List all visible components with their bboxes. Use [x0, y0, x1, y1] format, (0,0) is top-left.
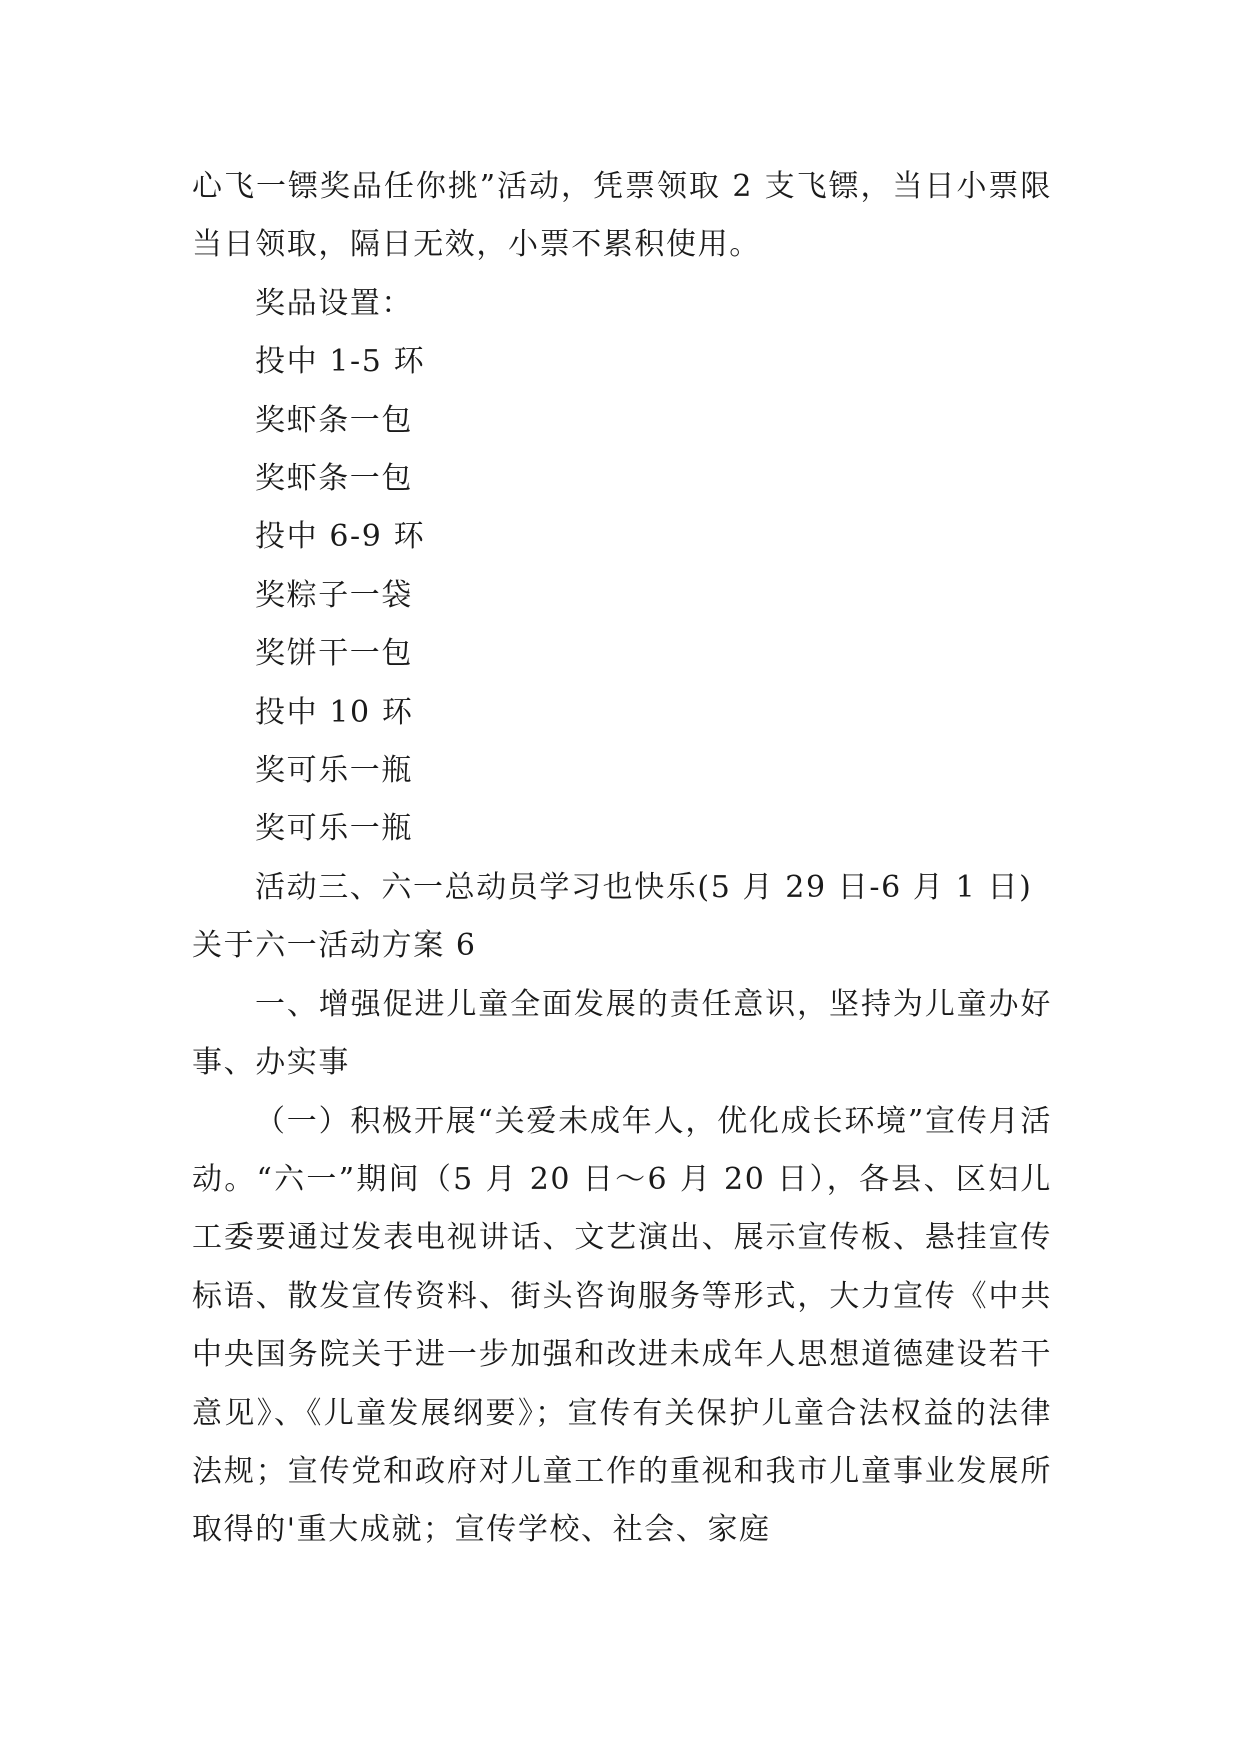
- section-title: 关于六一活动方案 6: [192, 928, 477, 964]
- prize-settings-heading: 奖品设置：: [255, 285, 413, 321]
- prize-tier-6-9: 投中 6-9 环: [255, 519, 426, 555]
- prize-item: 奖虾条一包: [255, 402, 413, 438]
- prize-tier-10: 投中 10 环: [255, 694, 414, 730]
- activity-three-heading: 活动三、六一总动员学习也快乐(5 月 29 日-6 月 1 日): [255, 869, 1033, 905]
- prize-item: 奖饼干一包: [255, 636, 413, 672]
- prize-item: 奖粽子一袋: [255, 577, 413, 613]
- paragraph-publicity-month: （一）积极开展“关爱未成年人，优化成长环境”宣传月活动。“六一”期间（5 月 20 日～6 月 20 日），各县、区妇儿工委要通过发表电视讲话、文艺演出、展示宣传板、悬挂宣传标语、散发宣传资料、街头咨询服务等形式，大力宣传《中共中央国务院关于进一步加强和改进未成年人思想道德建设若干意见》、《儿童发展纲要》；宣传有关保护儿童合法权益的法律法规；宣传党和政府对儿童工作的重视和我市儿童事业发展所取得的'重大成就；宣传学校、社会、家庭: [192, 1103, 1052, 1548]
- prize-item: 奖可乐一瓶: [255, 811, 413, 847]
- prize-item: 奖可乐一瓶: [255, 753, 413, 789]
- prize-item: 奖虾条一包: [255, 461, 413, 497]
- prize-tier-1-5: 投中 1-5 环: [255, 344, 426, 380]
- document-body: [192, 158, 1052, 1560]
- paragraph-dart-activity-continued: 心飞一镖奖品任你挑”活动，凭票领取 2 支飞镖，当日小票限当日领取，隔日无效，小票不累积使用。: [192, 169, 1052, 263]
- section-one-heading: 一、增强促进儿童全面发展的责任意识，坚持为儿童办好事、办实事: [192, 986, 1052, 1081]
